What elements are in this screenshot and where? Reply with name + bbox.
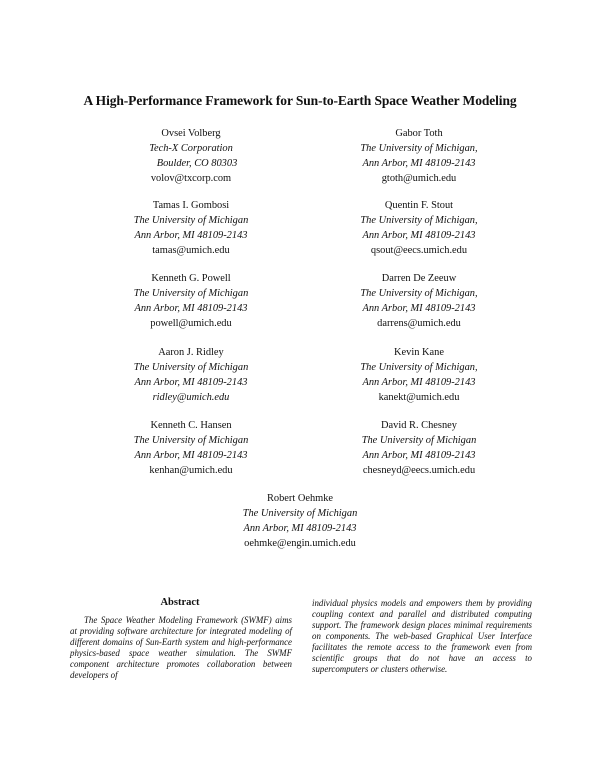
author-affiliation: The University of Michigan: [133, 288, 249, 299]
author-email: oehmke@engin.umich.edu: [244, 538, 356, 549]
author-block-volberg: [71, 126, 311, 186]
author-block-stout: [299, 198, 539, 258]
abstract-heading: Abstract: [160, 597, 200, 608]
author-email: kenhan@umich.edu: [149, 465, 233, 476]
paper-title: A High-Performance Framework for Sun-to-Earth Space Weather Modeling: [83, 93, 517, 108]
author-email: kanekt@umich.edu: [378, 392, 460, 403]
author-email: qsout@eecs.umich.edu: [370, 245, 468, 256]
author-address: Ann Arbor, MI 48109-2143: [243, 523, 357, 534]
author-block-oehmke: [180, 491, 420, 551]
author-name: Darren De Zeeuw: [381, 273, 457, 284]
author-block-hansen: [71, 418, 311, 478]
author-affiliation: The University of Michigan: [133, 215, 249, 226]
author-name: Quentin F. Stout: [384, 200, 454, 211]
author-affiliation: The University of Michigan,: [360, 143, 478, 154]
author-name: Aaron J. Ridley: [158, 347, 224, 358]
author-affiliation: The University of Michigan,: [360, 362, 478, 373]
author-affiliation: The University of Michigan: [242, 508, 358, 519]
author-address: Ann Arbor, MI 48109-2143: [362, 450, 476, 461]
author-name: Ovsei Volberg: [161, 128, 221, 139]
author-address: Ann Arbor, MI 48109-2143: [362, 377, 476, 388]
author-affiliation: The University of Michigan: [133, 435, 249, 446]
author-address: Ann Arbor, MI 48109-2143: [134, 303, 248, 314]
author-affiliation: The University of Michigan: [133, 362, 249, 373]
abstract-text-left-column: The Space Weather Modeling Framework (SWMF) aims at providing software architecture for integrated modeling of different domains of Sun-Earth system and high-performance physics-based space weather simulation. The SWMF component architecture promotes collaboration between developers of: [70, 615, 292, 680]
author-block-chesney: [299, 418, 539, 478]
author-email: ridley@umich.edu: [152, 392, 230, 403]
author-address: Ann Arbor, MI 48109-2143: [362, 158, 476, 169]
author-email: chesneyd@eecs.umich.edu: [362, 465, 476, 476]
author-name: Robert Oehmke: [266, 493, 334, 504]
author-email: volov@txcorp.com: [150, 173, 232, 184]
author-block-kane: [299, 345, 539, 405]
author-name: Tamas I. Gombosi: [152, 200, 230, 211]
author-affiliation: The University of Michigan: [361, 435, 477, 446]
author-name: Gabor Toth: [395, 128, 443, 139]
author-email: gtoth@umich.edu: [381, 173, 457, 184]
author-block-ridley: [71, 345, 311, 405]
author-address: Ann Arbor, MI 48109-2143: [134, 450, 248, 461]
author-name: Kenneth C. Hansen: [150, 420, 232, 431]
author-email: darrens@umich.edu: [377, 318, 461, 329]
author-address: Ann Arbor, MI 48109-2143: [134, 230, 248, 241]
author-address: Boulder, CO 80303: [156, 158, 238, 169]
author-block-toth: [299, 126, 539, 186]
abstract-text-right-column: individual physics models and empowers them by providing coupling context and parallel and distributed computing support. The framework design places minimal requirements on components. The web-based Graphical User Interface facilitates the remote access to the framework even from scientific groups that do not have an access to supercomputers or clusters otherwise.: [312, 598, 532, 674]
author-address: Ann Arbor, MI 48109-2143: [134, 377, 248, 388]
author-email: powell@umich.edu: [150, 318, 232, 329]
author-address: Ann Arbor, MI 48109-2143: [362, 230, 476, 241]
author-affiliation: The University of Michigan,: [360, 288, 478, 299]
author-address: Ann Arbor, MI 48109-2143: [362, 303, 476, 314]
author-email: tamas@umich.edu: [152, 245, 230, 256]
author-block-gombosi: [71, 198, 311, 258]
author-block-dezeeuw: [299, 271, 539, 331]
author-name: David R. Chesney: [381, 420, 457, 431]
author-block-powell: [71, 271, 311, 331]
author-affiliation: The University of Michigan,: [360, 215, 478, 226]
author-affiliation: Tech-X Corporation: [149, 143, 233, 154]
author-name: Kenneth G. Powell: [151, 273, 231, 284]
author-name: Kevin Kane: [394, 347, 444, 358]
